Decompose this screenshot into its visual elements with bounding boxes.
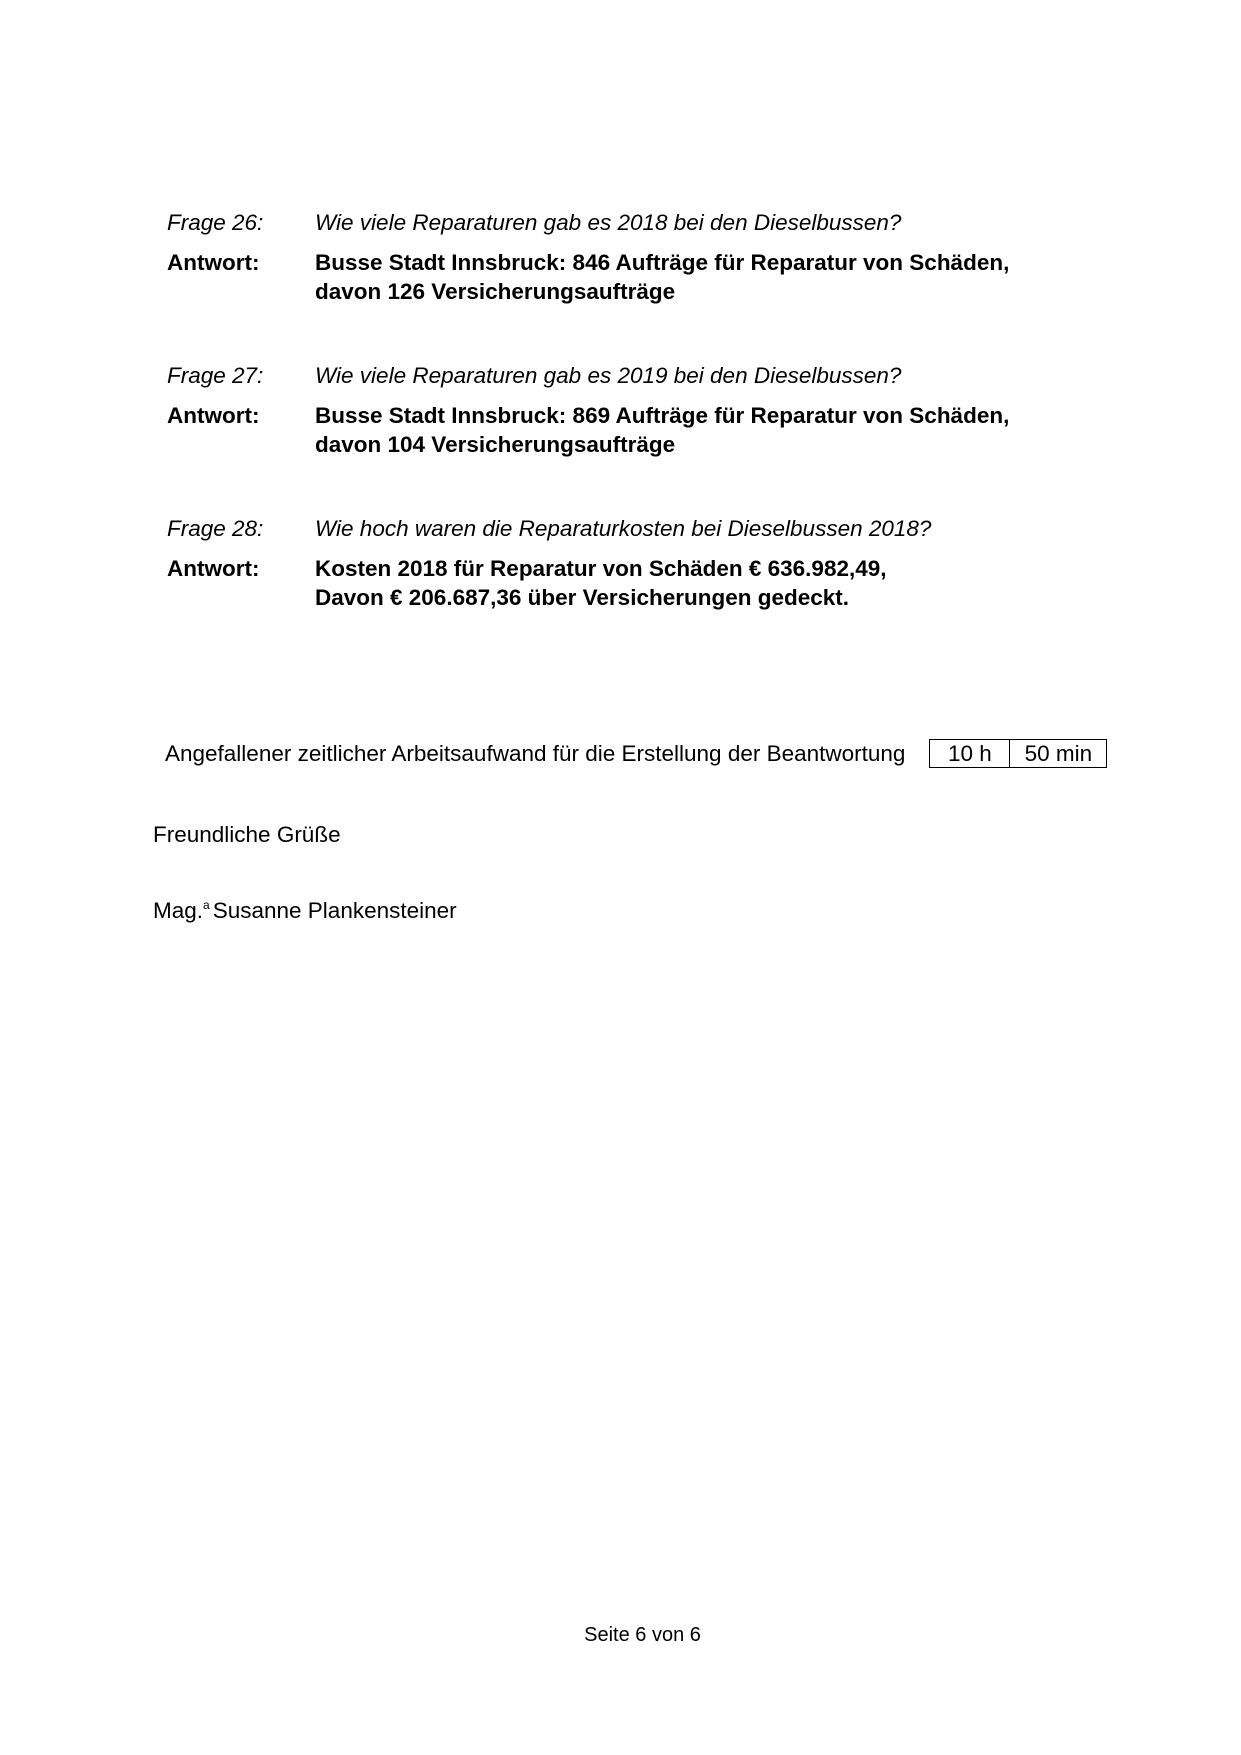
qa-block-28 <box>167 514 1127 612</box>
answer-line: davon 126 Versicherungsaufträge <box>315 279 676 304</box>
qa-block-27 <box>167 361 1127 459</box>
question-label: Frage 26: <box>167 210 264 235</box>
answer-line: Busse Stadt Innsbruck: 846 Aufträge für Reparatur von Schäden, <box>315 250 1010 275</box>
answer-row <box>167 248 1127 306</box>
answer-text <box>315 554 1127 612</box>
page-number: Seite 6 von 6 <box>584 1624 701 1646</box>
question-text: Wie hoch waren die Reparaturkosten bei Dieselbussen 2018? <box>315 516 932 541</box>
answer-row <box>167 554 1127 612</box>
answer-text <box>315 248 1127 306</box>
work-effort-table <box>929 739 1107 768</box>
question-text: Wie viele Reparaturen gab es 2018 bei den Dieselbussen? <box>315 210 902 235</box>
signature-name <box>153 891 457 925</box>
answer-line: Busse Stadt Innsbruck: 869 Aufträge für Reparatur von Schäden, <box>315 403 1010 428</box>
qa-block-26 <box>167 208 1127 306</box>
answer-line: Davon € 206.687,36 über Versicherungen gedeckt. <box>315 585 850 610</box>
answer-label: Antwort: <box>167 556 260 581</box>
signature-title: Mag. <box>153 898 204 923</box>
question-row <box>167 208 1127 237</box>
question-label: Frage 27: <box>167 363 264 388</box>
answer-row <box>167 401 1127 459</box>
question-row <box>167 361 1127 390</box>
effort-minutes-cell: 50 min <box>1024 741 1093 766</box>
greeting: Freundliche Grüße <box>153 822 341 847</box>
answer-line: davon 104 Versicherungsaufträge <box>315 432 676 457</box>
work-effort-row <box>165 739 1107 768</box>
effort-hours-cell: 10 h <box>930 740 1010 767</box>
answer-label: Antwort: <box>167 250 260 275</box>
work-effort-label: Angefallener zeitlicher Arbeitsaufwand für die Erstellung der Beantwortung <box>165 740 906 766</box>
answer-line: Kosten 2018 für Reparatur von Schäden € 636.982,49, <box>315 556 887 581</box>
page-footer <box>0 1622 1241 1648</box>
question-text: Wie viele Reparaturen gab es 2019 bei den Dieselbussen? <box>315 363 902 388</box>
signature-person: Susanne Plankensteiner <box>212 898 457 923</box>
question-label: Frage 28: <box>167 516 264 541</box>
answer-label: Antwort: <box>167 403 260 428</box>
signature-title-superscript: a <box>203 898 210 912</box>
answer-text <box>315 401 1127 459</box>
question-row <box>167 514 1127 543</box>
